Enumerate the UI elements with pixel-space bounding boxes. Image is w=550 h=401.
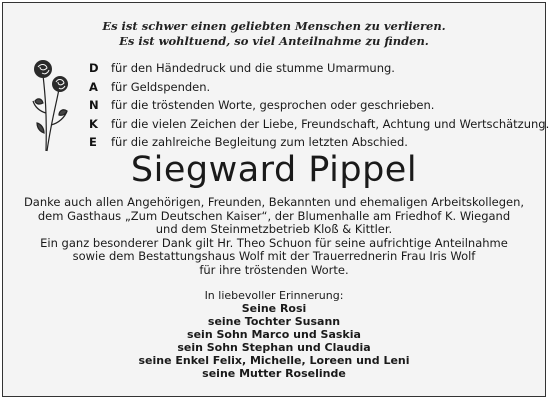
- intro-quote: [3, 19, 545, 49]
- thanks-line: Danke auch allen Angehörigen, Freunden, Bekannten und ehemaligen Arbeitskollegen,: [23, 195, 525, 209]
- memory-heading: In liebevoller Erinnerung:: [204, 289, 344, 302]
- memory-section: [3, 289, 545, 380]
- danke-row-k: [89, 115, 549, 134]
- intro-line-1: Es ist schwer einen geliebten Menschen zu verlieren.: [102, 19, 446, 33]
- danke-letter: D: [89, 61, 99, 75]
- danke-text: für die tröstenden Worte, gesprochen oder geschrieben.: [111, 98, 435, 112]
- danke-letter: N: [89, 98, 99, 112]
- danke-text: für die zahlreiche Begleitung zum letzten Abschied.: [111, 135, 408, 149]
- danke-row-d: [89, 59, 549, 78]
- intro-line-2: Es ist wohltuend, so viel Anteilnahme zu finden.: [119, 34, 429, 48]
- danke-text: für Geldspenden.: [111, 79, 211, 94]
- deceased-name: Siegward Pippel: [130, 150, 418, 190]
- danke-row-a: [89, 78, 549, 97]
- danke-letter: E: [89, 135, 97, 149]
- thanks-paragraph: [3, 196, 545, 277]
- danke-letter: K: [89, 116, 98, 131]
- thanks-line: dem Gasthaus „Zum Deutschen Kaiser“, der Blumenhalle am Friedhof K. Wiegand: [37, 208, 511, 223]
- danke-row-n: [89, 96, 549, 115]
- family-member: sein Sohn Marco und Saskia: [187, 328, 361, 341]
- obituary-card: [2, 2, 550, 397]
- danke-text: für die vielen Zeichen der Liebe, Freundschaft, Achtung und Wertschätzung.: [111, 116, 550, 131]
- thanks-line: sowie dem Bestattungshaus Wolf mit der Trauerrednerin Frau Iris Wolf: [72, 249, 476, 263]
- thanks-line: und dem Steinmetzbetrieb Kloß & Kittler.: [155, 222, 393, 236]
- thanks-line: Ein ganz besonderer Dank gilt Hr. Theo Schuon für seine aufrichtige Anteilnahme: [40, 235, 508, 250]
- family-member: sein Sohn Stephan und Claudia: [177, 341, 371, 354]
- danke-letter: A: [89, 79, 98, 94]
- thanks-line: für ihre tröstenden Worte.: [199, 262, 349, 277]
- family-member: Seine Rosi: [241, 302, 307, 315]
- danke-list: [89, 59, 549, 152]
- rose-icon: [29, 53, 73, 153]
- family-member: seine Enkel Felix, Michelle, Loreen und Leni: [138, 354, 410, 367]
- family-member: seine Tochter Susann: [207, 315, 341, 328]
- danke-text: für den Händedruck und die stumme Umarmung.: [111, 61, 395, 75]
- family-member: seine Mutter Roselinde: [202, 367, 346, 380]
